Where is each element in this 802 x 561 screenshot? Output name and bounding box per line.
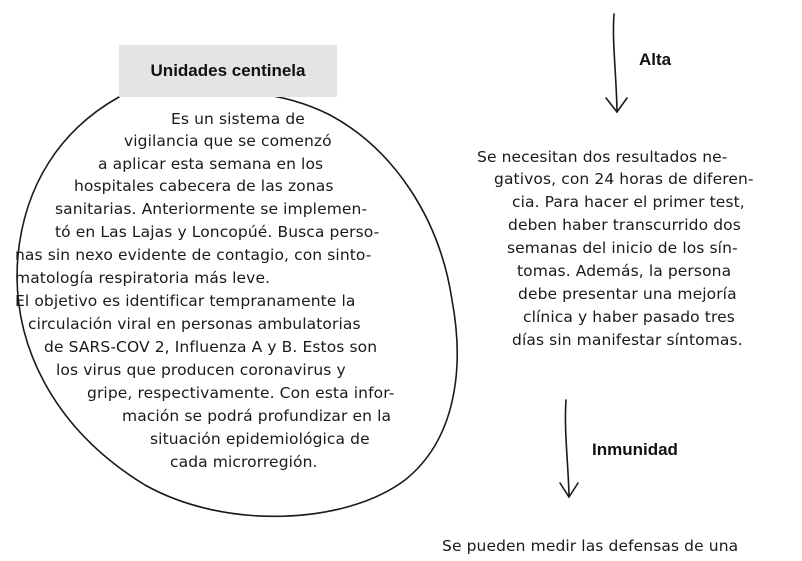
arrow-down-alta-icon [606, 14, 627, 112]
circle-text-line: matología respiratoria más leve. [15, 269, 271, 287]
circle-text-line: nas sin nexo evidente de contagio, con sinto- [15, 246, 372, 264]
alta-text-line: semanas del inicio de los sín- [507, 239, 738, 257]
header-title: Unidades centinela [150, 61, 306, 80]
circle-text-line: sanitarias. Anteriormente se implemen- [55, 200, 368, 218]
alta-text-line: cia. Para hacer el primer test, [512, 193, 745, 211]
alta-text-line: tomas. Además, la persona [517, 262, 732, 280]
circle-text-line: a aplicar esta semana en los [98, 155, 324, 173]
header-box [119, 45, 337, 97]
circle-text-line: circulación viral en personas ambulatorias [28, 315, 361, 333]
circle-text-line: situación epidemiológica de [150, 430, 370, 448]
circle-text-line: El objetivo es identificar tempranamente la [15, 292, 356, 310]
circle-text-line: vigilancia que se comenzó [124, 132, 332, 150]
alta-title: Alta [639, 50, 672, 69]
alta-text-line: clínica y haber pasado tres [523, 308, 735, 326]
alta-text-line: debe presentar una mejoría [518, 285, 737, 303]
circle-text-line: Es un sistema de [171, 110, 305, 128]
inmunidad-title: Inmunidad [592, 440, 678, 459]
alta-text-line: deben haber transcurrido dos [508, 216, 741, 234]
arrow-down-inmunidad-icon [560, 400, 578, 497]
circle-text-line: mación se podrá profundizar en la [122, 407, 392, 425]
circle-text-line: de SARS-COV 2, Influenza A y B. Estos son [44, 338, 378, 356]
circle-text-line: los virus que producen coronavirus y [56, 361, 346, 379]
circle-text-line: cada microrregión. [170, 453, 318, 471]
alta-text-line: días sin manifestar síntomas. [512, 331, 743, 349]
inmunidad-text-line: Se pueden medir las defensas de una [442, 537, 739, 555]
circle-text-line: gripe, respectivamente. Con esta infor- [87, 384, 395, 402]
alta-text-line: Se necesitan dos resultados ne- [477, 148, 728, 166]
circle-text-line: hospitales cabecera de las zonas [74, 177, 334, 195]
circle-text-line: tó en Las Lajas y Loncopúé. Busca perso- [55, 223, 380, 241]
alta-text-line: gativos, con 24 horas de diferen- [494, 170, 754, 188]
